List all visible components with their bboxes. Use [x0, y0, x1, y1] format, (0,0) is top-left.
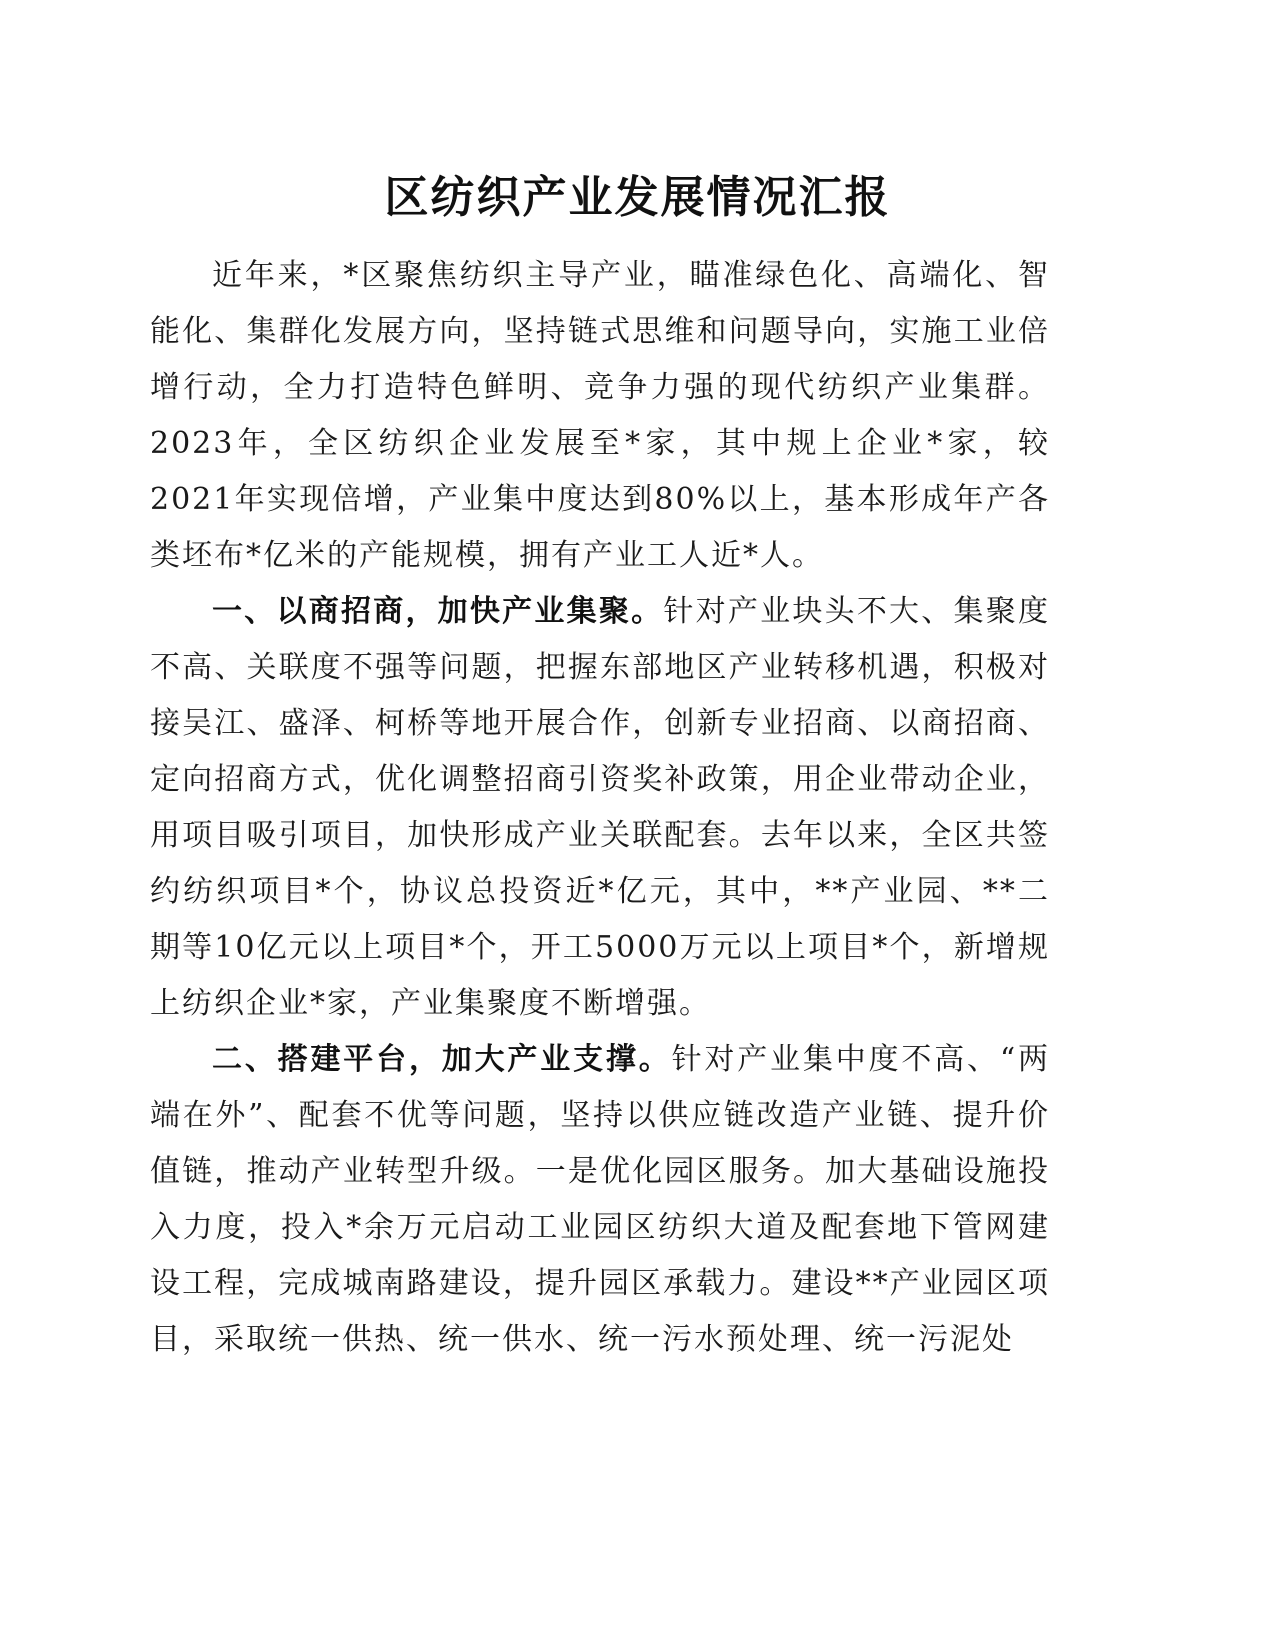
- section-1-text: 针对产业块头不大、集聚度不高、关联度不强等问题，把握东部地区产业转移机遇，积极对接吴江、盛泽、柯桥等地开展合作，创新专业招商、以商招商、定向招商方式，优化调整招商引资奖补政策，用企业带动企业，用项目吸引项目，加快形成产业关联配套。去年以来，全区共签约纺织项目*个，协议总投资近*亿元，其中，**产业园、**二期等10亿元以上项目*个，开工5000万元以上项目*个，新增规上纺织企业*家，产业集聚度不断增强。: [150, 594, 1051, 1021]
- section-1-paragraph: [150, 584, 1050, 1032]
- section-2-text: 针对产业集中度不高、“两端在外”、配套不优等问题，坚持以供应链改造产业链、提升价值链，推动产业转型升级。一是优化园区服务。加大基础设施投入力度，投入*余万元启动工业园区纺织大道及配套地下管网建设工程，完成城南路建设，提升园区承载力。建设**产业园区项目，采取统一供热、统一供水、统一污水预处理、统一污泥处: [150, 1042, 1051, 1357]
- document-title: 区纺织产业发展情况汇报: [384, 172, 891, 223]
- section-2-paragraph: [150, 1032, 1050, 1368]
- intro-paragraph: 近年来，*区聚焦纺织主导产业，瞄准绿色化、高端化、智能化、集群化发展方向，坚持链式思维和问题导向，实施工业倍增行动，全力打造特色鲜明、竞争力强的现代纺织产业集群。2023年，全区纺织企业发展至*家，其中规上企业*家，较2021年实现倍增，产业集中度达到80%以上，基本形成年产各类坯布*亿米的产能规模，拥有产业工人近*人。: [150, 258, 1050, 573]
- section-2-heading: 二、搭建平台，加大产业支撑。: [212, 1042, 672, 1077]
- section-1-heading: 一、以商招商，加快产业集聚。: [212, 594, 664, 629]
- document-body: [150, 248, 1050, 1368]
